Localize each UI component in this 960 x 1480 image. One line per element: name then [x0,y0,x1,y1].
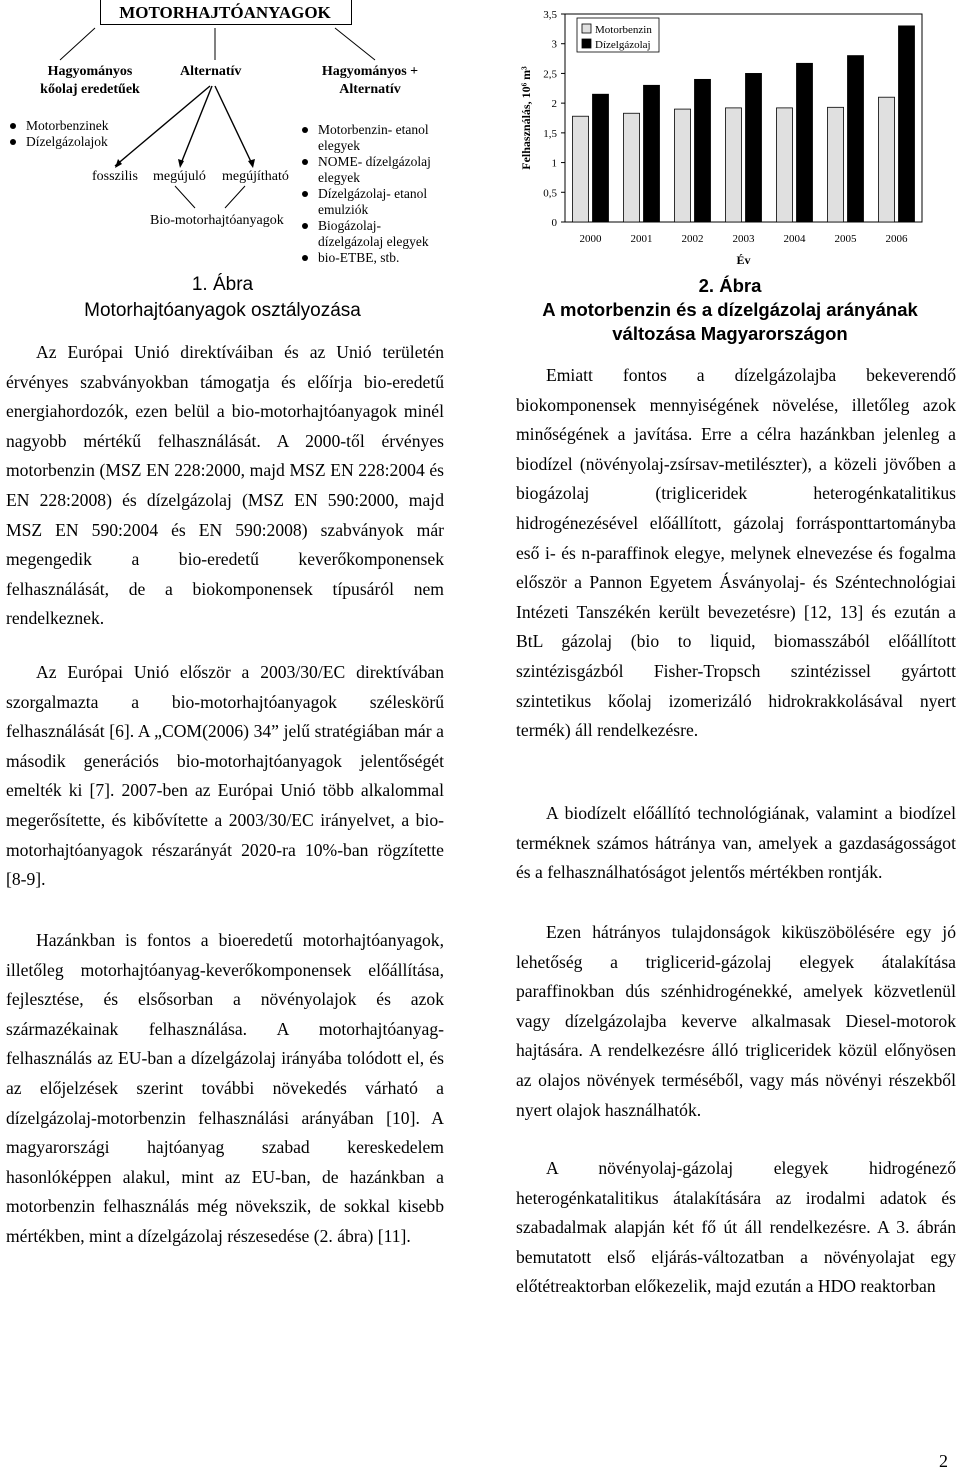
legend-label: Motorbenzin [595,24,652,36]
y-tick-label: 3,5 [543,9,557,21]
left-paragraph-2 [6,658,444,895]
right-paragraph-2-text: A biodízelt előállító technológiának, valamint a biodízel terméknek számos hátránya van, amelyek a gazdaságosságot és a felhasználhatóságot jelentős mértékben rontják. [516,803,956,883]
legend-swatch [582,39,591,48]
x-tick-label: 2006 [885,233,908,245]
fig1-col3-item: Dízelgázolaj- etanol emulziók [302,186,442,218]
right-paragraph-2 [516,799,956,888]
bar-dizelgazolaj [644,85,660,222]
x-tick-label: 2003 [732,233,755,245]
bar-dizelgazolaj [848,56,864,222]
left-paragraph-2-text: Az Európai Unió először a 2003/30/EC direktívában szorgalmazta a bio-motorhajtóanyagok széleskörű felhasználását [6]. A „COM(2006) 34” jelű stratégiában már a második generációs bio-motorhajtóanyagok jelentőségét emelték ki [7]. 2007-ben az Európai Unió több alkalommal megerősítette, és kibővítette a 2003/30/EC irányelvet, a bio-motorhajtóanyagok részarányát 2020-ra 10%-ban rögzítette [8-9]. [6,662,444,890]
fig2-caption-number: 2. Ábra [698,275,762,296]
y-tick-label: 1 [551,157,557,170]
x-tick-label: 2005 [834,233,857,245]
x-tick-label: 2001 [630,233,653,245]
bar-motorbenzin [777,108,793,222]
left-paragraph-1-text: Az Európai Unió direktíváiban és az Unió területén érvényes szabványokban támogatja és előírja bio-eredetű energiahordozók, ezen belül a bio-motorhajtóanyagok minél nagyobb mértékű felhasználását. A 2000-től érvényes motorbenzin (MSZ EN 228:2000, majd MSZ EN 228:2004 és EN 228:2008) és dízelgázolaj (MSZ EN 590:2000, majd MSZ EN 590:2004 és EN 590:2008) szabványok már megengedik a bio-eredetű keverőkomponensek felhasználását, de a biokomponensek típusáról nem rendelkeznek. [6,342,444,629]
fig1-col3-head-line1: Hagyományos + [321,64,419,79]
fig1-col3-head-line2: Alternatív [339,82,401,97]
x-tick-label: 2004 [783,233,806,245]
right-paragraph-1 [516,361,956,746]
y-tick-label: 0,5 [543,187,557,200]
page-number: 2 [939,1451,948,1471]
bar-motorbenzin [879,97,895,222]
fig1-caption [0,272,445,324]
fig1-col1-item: Dízelgázolajok [10,134,108,150]
legend-swatch [582,24,591,33]
bar-dizelgazolaj [593,94,609,222]
fig1-col3-item: Biogázolaj-dízelgázolaj elegyek [302,218,442,250]
bar-motorbenzin [624,113,640,222]
x-axis-label: Év [736,253,751,267]
fig1-col1-head-line1: Hagyományos [47,64,133,79]
x-tick-label: 2002 [681,233,704,245]
fig1-caption-text: Motorhajtóanyagok osztályozása [84,300,361,321]
fig1-branch-megujulo: megújuló [153,169,206,184]
fig2-caption-line2: változása Magyarországon [612,323,848,344]
right-paragraph-3-text: Ezen hátrányos tulajdonságok kiküszöbölésére egy jó lehetőség a triglicerid-gázolaj elegyek átalakítása paraffinokban dús szénhidrogénekké, amelyek közvetlenül vagy dízelgázolajba keverve alkalmasak Diesel-motorok hajtására. A rendelkezésre álló trigliceridek közül előnyösen az olajos növények terméséből, vagy más növényi részekből nyert olajok használhatók. [516,922,956,1120]
legend-label: Dízelgázolaj [595,39,651,51]
y-tick-label: 2,5 [543,68,557,81]
fig1-col3-item: NOME- dízelgázolaj elegyek [302,154,442,186]
bar-motorbenzin [675,109,691,222]
fig1-col3-list [302,122,442,266]
right-paragraph-4 [516,1154,956,1302]
fig2-caption [500,274,960,346]
bar-dizelgazolaj [746,73,762,222]
fig1-col3-item: bio-ETBE, stb. [302,250,442,266]
x-tick-label: 2000 [579,233,602,245]
fig1-branch-fosszilis: fosszilis [92,169,138,184]
right-paragraph-4-text: A növényolaj-gázolaj elegyek hidrogénező heterogénkatalitikus átalakítására az irodalmi adatok és szabadalmak alapján két fő út áll rendelkezésre. A 3. ábrán bemutatott első eljárás-változatban a növényolajat egy előtétreaktorban előkezelik, majd ezután a HDO reaktorban [516,1158,956,1297]
right-paragraph-1-text: Emiatt fontos a dízelgázolajba bekeverendő biokomponensek mennyiségének növelése, illetőleg azok minőségének a javítása. Erre a célra hazánkban jelenleg a biodízel (növényolaj-zsírsav-metilészter), a közeli jövőben a biogázolaj (trigliceridek heterogénkatalitikus hidrogénezésével előállított, gázolaj forrásponttartományba eső i- és n-paraffinok elegye, melynek elnevezése és fogalma először a Pannon Egyetem Ásványolaj- és Széntechnológiai Intézeti Tanszékén került bevezetésre) [12, 13] és ezután a BtL gázolaj (bio to liquid, biomasszából előállított szintézisgázból Fisher-Tropsch szintézissel gyártott szintetikus kőolaj izomerizáló hidrokrakkolásával nyert termék) áll rendelkezésre. [516,365,956,741]
bar-dizelgazolaj [695,79,711,222]
left-paragraph-1 [6,338,444,634]
bar-motorbenzin [726,108,742,222]
left-paragraph-3-text: Hazánkban is fontos a bioeredetű motorhajtóanyagok, illetőleg motorhajtóanyag-keverőkomponensek előállítása, fejlesztése, és elsősorban a növényolajok és azok származékainak felhasználása. A motorhajtóanyag-felhasználás az EU-ban a dízelgázolaj irányába tolódott el, és az előjelzések szerint további növekedés várható a dízelgázolaj-motorbenzin felhasználási arányában [10]. A magyarországi hajtóanyag szabad kereskedelem hasonlóképpen alakul, mint az EU-ban, de hazánkban a motorbenzin felhasználás még növekszik, de sokkal kisebb mértékben, mint a dízelgázolaj részesedése (2. ábra) [11]. [6,930,444,1246]
fig1-col2-head: Alternatív [180,64,242,79]
figure-1-diagram [0,0,445,275]
bar-dizelgazolaj [899,26,915,222]
fig1-col1-item: Motorbenzinek [10,118,108,134]
fig1-bio-sub: Bio-motorhajtóanyagok [150,213,284,228]
right-paragraph-3 [516,918,956,1125]
fig1-title: MOTORHAJTÓANYAGOK [119,3,331,22]
fig1-caption-number: 1. Ábra [191,274,254,295]
y-tick-label: 0 [551,217,557,229]
y-tick-label: 3 [551,38,557,51]
bar-dizelgazolaj [797,63,813,222]
y-tick-label: 2 [551,98,557,111]
bar-motorbenzin [828,107,844,222]
y-axis-label: Felhasználás, 10⁶ m³ [519,66,533,170]
fig1-col1-head-line2: kőolaj eredetűek [40,82,140,97]
left-paragraph-3 [6,926,444,1252]
figure-2-chart [510,0,930,272]
fig2-caption-line1: A motorbenzin és a dízelgázolaj arányának [542,299,918,320]
y-tick-label: 1,5 [543,127,557,140]
bar-motorbenzin [573,116,589,222]
fig1-col3-item: Motorbenzin- etanol elegyek [302,122,442,154]
fig1-branch-megujithato: megújítható [222,169,289,184]
